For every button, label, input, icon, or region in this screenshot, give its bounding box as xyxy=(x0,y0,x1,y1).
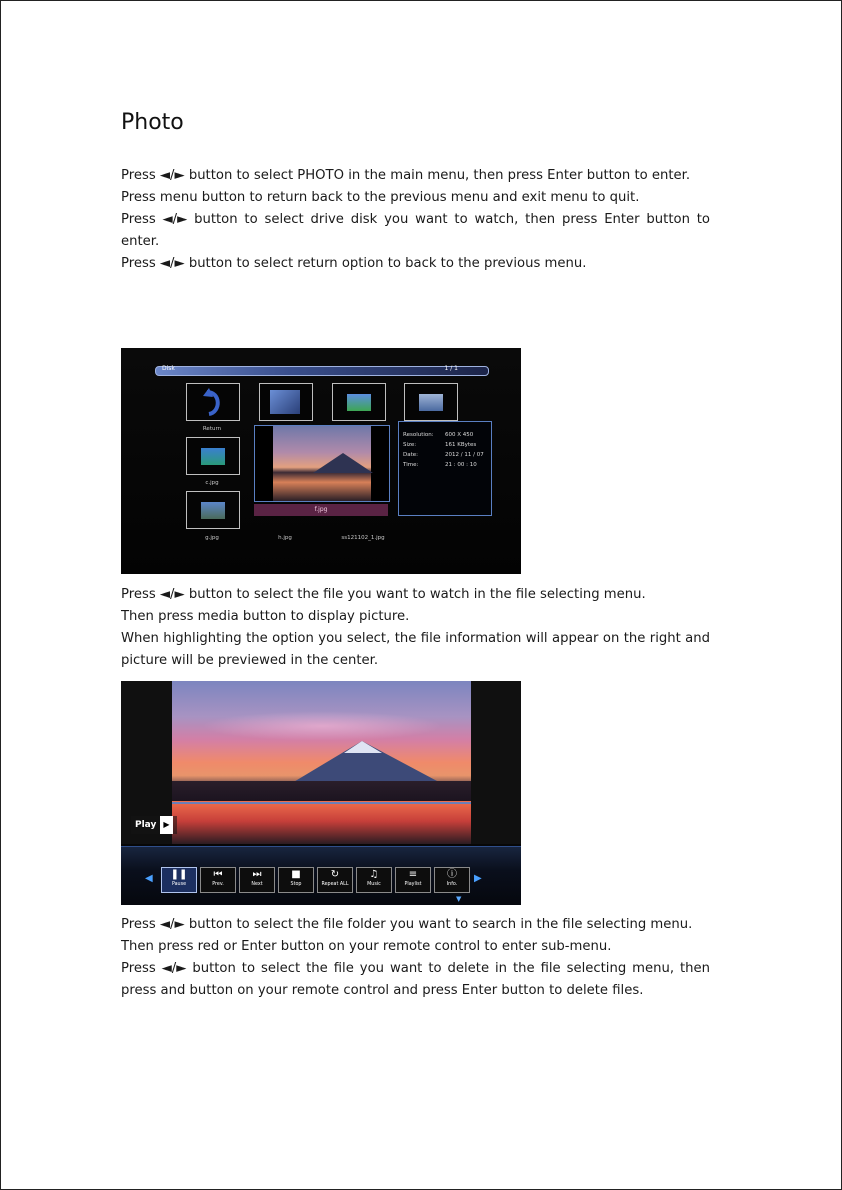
repeat-icon: ↻ xyxy=(330,869,340,880)
next-button[interactable] xyxy=(239,867,275,893)
mountain-shape xyxy=(313,453,373,473)
thumb-label: g.jpg xyxy=(205,535,219,541)
scroll-right-icon[interactable]: ▶ xyxy=(474,873,482,884)
info-key: Time: xyxy=(403,462,419,468)
thumb-label: h.jpg xyxy=(278,535,292,541)
page-title: Photo xyxy=(121,110,184,135)
file-thumb[interactable] xyxy=(186,491,240,529)
instruction-line: Press menu button to return back to the previous menu and exit menu to quit. xyxy=(121,190,640,205)
image-thumb-icon xyxy=(347,394,371,411)
intro-instructions xyxy=(121,165,710,275)
music-icon: ♫ xyxy=(369,869,379,880)
button-label: Playlist xyxy=(404,882,422,887)
thumb-label: Return xyxy=(202,426,222,432)
playlist-icon: ≡ xyxy=(408,869,418,880)
info-value: 161 KBytes xyxy=(445,442,477,448)
thumb-label: ss121102_1.jpg xyxy=(341,535,385,541)
button-label: Music xyxy=(367,882,381,887)
preview-panel xyxy=(254,425,390,502)
right-letterbox xyxy=(471,681,521,844)
image-thumb-icon xyxy=(201,448,225,465)
selected-file-bar[interactable]: f.jpg xyxy=(254,504,388,516)
file-thumb[interactable] xyxy=(332,383,386,421)
instruction-line: When highlighting the option you select, the file information will appear on the right and picture will be previewed in the center. xyxy=(121,631,710,668)
image-thumb-icon xyxy=(201,502,225,519)
snow-cap xyxy=(344,741,382,753)
button-label: Pause xyxy=(171,882,187,887)
photo-player-screenshot xyxy=(121,681,521,905)
browser-header-bar xyxy=(155,366,489,376)
play-icon: ▶ xyxy=(160,816,172,834)
file-info-panel xyxy=(398,421,492,516)
stop-button[interactable] xyxy=(278,867,314,893)
chevron-down-icon[interactable]: ▼ xyxy=(456,895,462,903)
water-line xyxy=(172,802,471,804)
pause-icon: ❚❚ xyxy=(170,869,188,880)
stop-icon: ■ xyxy=(291,869,301,880)
scroll-left-icon[interactable]: ◀ xyxy=(145,873,153,884)
info-value: 21 : 00 : 10 xyxy=(445,462,477,468)
file-thumb[interactable] xyxy=(186,437,240,475)
file-browser-screenshot xyxy=(121,348,521,574)
instruction-line: Press ◄/► button to select PHOTO in the main menu, then press Enter button to enter. xyxy=(121,168,691,183)
instruction-line: Press ◄/► button to select the file folder you want to search in the file selecting menu. xyxy=(121,917,693,932)
prev-button[interactable] xyxy=(200,867,236,893)
button-label: Info. xyxy=(446,882,458,887)
file-thumb[interactable] xyxy=(404,383,458,421)
instruction-line: Press ◄/► button to select return option to back to the previous menu. xyxy=(121,256,587,271)
instruction-line: Then press media button to display picture. xyxy=(121,609,410,624)
pause-button[interactable] xyxy=(161,867,197,893)
control-bar xyxy=(121,846,521,905)
folder-instructions xyxy=(121,914,710,1002)
return-thumb[interactable] xyxy=(186,383,240,421)
info-button[interactable] xyxy=(434,867,470,893)
folder-icon xyxy=(270,390,300,414)
next-icon: ⏭ xyxy=(252,869,262,880)
instruction-line: Press ◄/► button to select the file you want to delete in the file selecting menu, then press and button on your remote control and press Enter button to delete files. xyxy=(121,961,710,998)
info-row xyxy=(403,462,477,468)
image-thumb-icon xyxy=(419,394,443,411)
info-row xyxy=(403,442,476,448)
instruction-line: Then press red or Enter button on your remote control to enter sub-menu. xyxy=(121,939,612,954)
button-label: Prev. xyxy=(212,882,224,887)
thumb-label: c.jpg xyxy=(205,480,219,486)
info-value: 2012 / 11 / 07 xyxy=(445,452,484,458)
preview-image xyxy=(273,426,371,501)
browser-instructions xyxy=(121,584,710,672)
play-status xyxy=(131,816,177,834)
repeat-button[interactable] xyxy=(317,867,353,893)
music-button[interactable] xyxy=(356,867,392,893)
page-indicator: 1 / 1 xyxy=(444,365,458,372)
info-value: 600 X 450 xyxy=(445,432,474,438)
browser-header-left: Disk xyxy=(162,365,175,372)
info-key: Resolution: xyxy=(403,432,434,438)
playlist-button[interactable] xyxy=(395,867,431,893)
cloud-glow xyxy=(202,711,442,741)
info-key: Size: xyxy=(403,442,417,448)
shoreline xyxy=(172,781,471,801)
instruction-line: Press ◄/► button to select drive disk you want to watch, then press Enter button to enter. xyxy=(121,212,710,249)
instruction-line: Press ◄/► button to select the file you want to watch in the file selecting menu. xyxy=(121,587,646,602)
button-label: Repeat ALL xyxy=(321,882,349,887)
info-key: Date: xyxy=(403,452,418,458)
button-label: Next xyxy=(251,882,263,887)
return-arrow-icon xyxy=(187,384,239,420)
folder-thumb[interactable] xyxy=(259,383,313,421)
play-status-label: Play xyxy=(135,820,157,830)
info-icon: ⓘ xyxy=(447,869,457,880)
info-row xyxy=(403,432,473,438)
fullscreen-photo xyxy=(172,681,471,844)
info-row xyxy=(403,452,484,458)
prev-icon: ⏮ xyxy=(213,869,223,880)
button-label: Stop xyxy=(290,882,302,887)
